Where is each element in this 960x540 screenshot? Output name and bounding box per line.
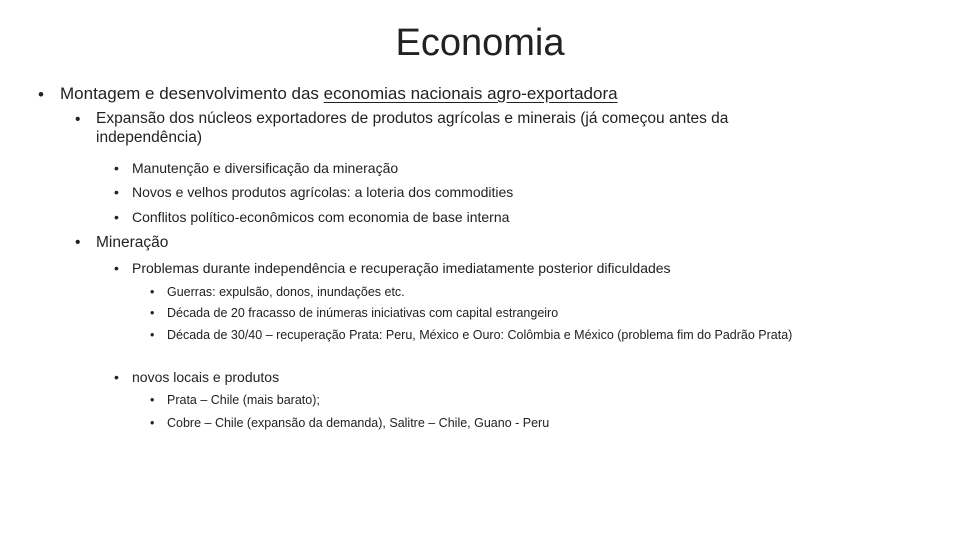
bullet-text: Montagem e desenvolvimento das <box>60 84 324 103</box>
bullet-item: Década de 20 fracasso de inúmeras iniciativas com capital estrangeiro <box>167 306 559 320</box>
underlined-text: economias nacionais agro-exportadora <box>323 84 618 103</box>
bullet-icon: • <box>114 184 119 200</box>
bullet-icon: • <box>150 306 155 320</box>
bullet-icon: • <box>75 234 81 251</box>
bullet-item: Novos e velhos produtos agrícolas: a loteria dos commodities <box>132 184 514 200</box>
bullet-item: Problemas durante independência e recuperação imediatamente posterior dificuldades <box>132 260 671 276</box>
bullet-icon: • <box>114 260 119 276</box>
bullet-item: novos locais e produtos <box>132 369 280 385</box>
bullet-item: Manutenção e diversificação da mineração <box>132 160 399 176</box>
bullet-item: Prata – Chile (mais barato); <box>167 393 320 407</box>
bullet-icon: • <box>75 111 81 128</box>
bullet-item: Década de 30/40 – recuperação Prata: Peru, México e Ouro: Colômbia e México (problema fim do Padrão Prata) <box>167 328 793 342</box>
bullet-item: Expansão dos núcleos exportadores de produtos agrícolas e minerais (já começou antes da independência) <box>96 110 729 146</box>
bullet-icon: • <box>114 209 119 225</box>
bullet-icon: • <box>114 369 119 385</box>
bullet-icon: • <box>150 416 155 430</box>
bullet-item: Guerras: expulsão, donos, inundações etc. <box>167 285 405 299</box>
bullet-item: Conflitos político-econômicos com economia de base interna <box>132 209 510 225</box>
bullet-icon: • <box>114 160 119 176</box>
bullet-item: Cobre – Chile (expansão da demanda), Salitre – Chile, Guano - Peru <box>167 416 550 430</box>
slide-title: Economia <box>395 22 565 64</box>
bullet-item: Mineração <box>96 234 169 251</box>
bullet-icon: • <box>150 393 155 407</box>
bullet-icon: • <box>38 85 44 104</box>
bullet-item <box>60 84 618 104</box>
bullet-icon: • <box>150 285 155 299</box>
bullet-icon: • <box>150 328 155 342</box>
